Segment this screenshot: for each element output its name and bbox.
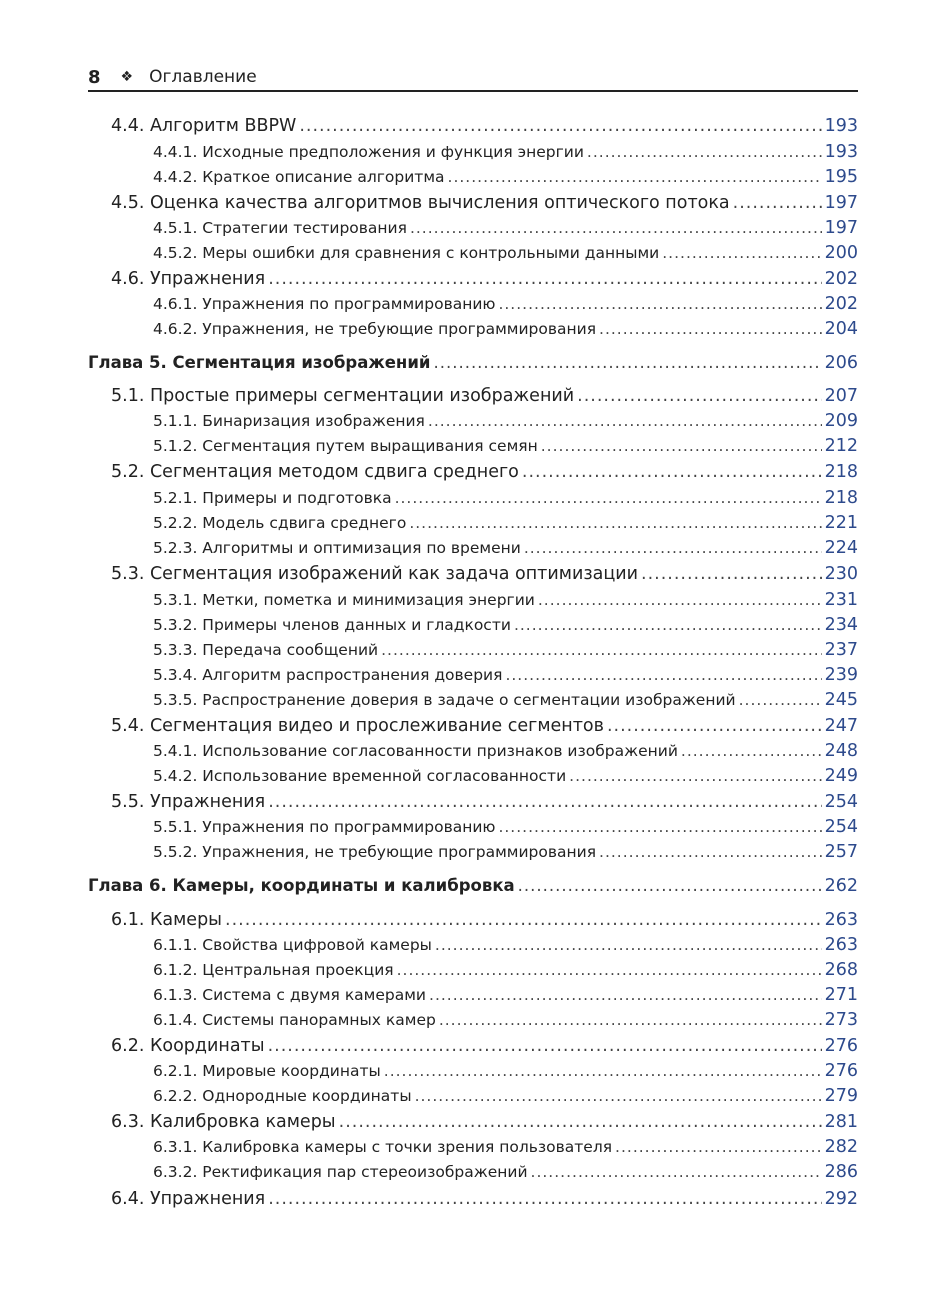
toc-entry-title: 6.1.4. Системы панорамных камер bbox=[153, 1011, 436, 1029]
toc-entry[interactable] bbox=[88, 462, 858, 482]
dot-leader bbox=[498, 818, 821, 836]
dot-leader bbox=[428, 412, 822, 430]
toc-entry-title: 4.6.2. Упражнения, не требующие программирования bbox=[153, 320, 597, 338]
dot-leader bbox=[505, 666, 821, 684]
toc-entry-title: 4.5.2. Меры ошибки для сравнения с контрольными данными bbox=[153, 244, 660, 262]
toc-entry-page: 224 bbox=[824, 538, 858, 558]
toc-entry[interactable] bbox=[88, 243, 858, 263]
toc-entry-page: 204 bbox=[824, 319, 858, 339]
toc-entry-page: 247 bbox=[824, 716, 858, 736]
toc-entry[interactable] bbox=[88, 193, 858, 213]
toc-entry-page: 276 bbox=[824, 1061, 858, 1081]
toc-entry-title: 6.3. Калибровка камеры bbox=[111, 1112, 336, 1132]
toc-entry-title: 6.1. Камеры bbox=[111, 910, 222, 930]
toc-entry-page: 245 bbox=[824, 690, 858, 710]
dot-leader bbox=[268, 269, 821, 289]
toc-entry[interactable] bbox=[88, 294, 858, 314]
toc-entry[interactable] bbox=[88, 1036, 858, 1056]
toc-entry-title: Глава 6. Камеры, координаты и калибровка bbox=[88, 876, 515, 895]
toc-entry[interactable] bbox=[88, 1010, 858, 1030]
toc-entry-title: 4.4.1. Исходные предположения и функция энергии bbox=[153, 143, 584, 161]
toc-entry-page: 202 bbox=[824, 269, 858, 289]
toc-entry[interactable] bbox=[88, 167, 858, 187]
toc-entry-page: 234 bbox=[824, 615, 858, 635]
dot-leader bbox=[415, 1087, 822, 1105]
toc-entry-page: 268 bbox=[824, 960, 858, 980]
toc-entry-page: 200 bbox=[824, 243, 858, 263]
dot-leader bbox=[615, 1138, 822, 1156]
toc-entry-page: 237 bbox=[824, 640, 858, 660]
dot-leader bbox=[429, 986, 822, 1004]
toc-entry-title: 5.3.5. Распространение доверия в задаче о сегментации изображений bbox=[153, 691, 736, 709]
toc-entry-title: 5.3.1. Метки, пометка и минимизация энергии bbox=[153, 591, 535, 609]
toc-entry[interactable] bbox=[88, 842, 858, 862]
toc-entry-page: 292 bbox=[824, 1189, 858, 1209]
toc-entry-title: 4.6.1. Упражнения по программированию bbox=[153, 295, 496, 313]
toc-entry[interactable] bbox=[88, 488, 858, 508]
toc-entry-page: 209 bbox=[824, 411, 858, 431]
toc-entry-page: 195 bbox=[824, 167, 858, 187]
toc-entry-page: 286 bbox=[824, 1162, 858, 1182]
toc-entry-title: 5.1.1. Бинаризация изображения bbox=[153, 412, 425, 430]
toc-entry-page: 230 bbox=[824, 564, 858, 584]
toc-entry-page: 197 bbox=[824, 193, 858, 213]
toc-entry-title: 5.3.2. Примеры членов данных и гладкости bbox=[153, 616, 511, 634]
toc-entry-title: 6.2. Координаты bbox=[111, 1036, 265, 1056]
toc-entry-title: 6.4. Упражнения bbox=[111, 1189, 266, 1209]
dot-leader bbox=[268, 1189, 821, 1209]
toc-entry[interactable] bbox=[88, 142, 858, 162]
toc-entry-page: 249 bbox=[824, 766, 858, 786]
toc-entry-page: 206 bbox=[824, 353, 858, 373]
toc-entry-page: 218 bbox=[824, 462, 858, 482]
toc-entry[interactable] bbox=[88, 269, 858, 289]
dot-leader bbox=[268, 1036, 822, 1056]
toc-entry-title: Глава 5. Сегментация изображений bbox=[88, 353, 431, 372]
toc-entry-title: 4.4.2. Краткое описание алгоритма bbox=[153, 168, 445, 186]
dot-leader bbox=[524, 539, 822, 557]
toc-entry[interactable] bbox=[88, 386, 858, 406]
toc-entry-page: 239 bbox=[824, 665, 858, 685]
toc-entry-page: 197 bbox=[824, 218, 858, 238]
toc-entry-page: 279 bbox=[824, 1086, 858, 1106]
toc-entry[interactable] bbox=[88, 1112, 858, 1132]
toc-entry-title: 6.1.2. Центральная проекция bbox=[153, 961, 394, 979]
toc-entry[interactable] bbox=[88, 1061, 858, 1081]
dot-leader bbox=[339, 1112, 822, 1132]
toc-entry[interactable] bbox=[88, 690, 858, 710]
toc-entry-title: 5.3.4. Алгоритм распространения доверия bbox=[153, 666, 503, 684]
toc-entry-title: 6.3.1. Калибровка камеры с точки зрения пользователя bbox=[153, 1138, 613, 1156]
toc-entry-title: 5.5.2. Упражнения, не требующие программирования bbox=[153, 843, 597, 861]
toc-chapter[interactable] bbox=[88, 876, 858, 896]
toc-entry-page: 193 bbox=[824, 142, 858, 162]
page-number: 8 bbox=[88, 66, 101, 88]
toc-entry-title: 5.1. Простые примеры сегментации изображений bbox=[111, 386, 575, 406]
dot-leader bbox=[439, 1011, 822, 1029]
dot-leader bbox=[599, 843, 822, 861]
dot-leader bbox=[498, 295, 821, 313]
dot-leader bbox=[435, 936, 822, 954]
dot-leader bbox=[541, 437, 822, 455]
toc-entry-title: 5.2.3. Алгоритмы и оптимизация по времени bbox=[153, 539, 521, 557]
toc-entry-title: 5.2.2. Модель сдвига среднего bbox=[153, 514, 407, 532]
toc-entry[interactable] bbox=[88, 319, 858, 339]
dot-leader bbox=[538, 591, 822, 609]
toc-entry-title: 5.2.1. Примеры и подготовка bbox=[153, 489, 392, 507]
toc-entry-page: 263 bbox=[824, 935, 858, 955]
toc-entry[interactable] bbox=[88, 513, 858, 533]
toc-entry[interactable] bbox=[88, 1137, 858, 1157]
toc-entry[interactable] bbox=[88, 910, 858, 930]
dot-leader bbox=[531, 1163, 822, 1181]
toc-entry[interactable] bbox=[88, 218, 858, 238]
toc-entry-title: 5.1.2. Сегментация путем выращивания семян bbox=[153, 437, 538, 455]
toc-entry[interactable] bbox=[88, 411, 858, 431]
toc-entry-page: 248 bbox=[824, 741, 858, 761]
toc-entry-title: 6.3.2. Ректификация пар стереоизображений bbox=[153, 1163, 528, 1181]
dot-leader bbox=[268, 792, 821, 812]
toc-entry[interactable] bbox=[88, 640, 858, 660]
dot-leader bbox=[739, 691, 822, 709]
dot-leader bbox=[681, 742, 822, 760]
toc-entry[interactable] bbox=[88, 1162, 858, 1182]
toc-entry-title: 6.2.1. Мировые координаты bbox=[153, 1062, 381, 1080]
toc-entry-page: 193 bbox=[824, 116, 858, 136]
toc-entry-page: 273 bbox=[824, 1010, 858, 1030]
toc-entry-page: 257 bbox=[824, 842, 858, 862]
dot-leader bbox=[577, 386, 821, 406]
toc-entry[interactable] bbox=[88, 436, 858, 456]
toc-entry-page: 221 bbox=[824, 513, 858, 533]
toc-entry-title: 5.2. Сегментация методом сдвига среднего bbox=[111, 462, 519, 482]
toc-entry-title: 5.3. Сегментация изображений как задача оптимизации bbox=[111, 564, 639, 584]
toc-entry-page: 282 bbox=[824, 1137, 858, 1157]
toc-entry-page: 212 bbox=[824, 436, 858, 456]
toc-entry-title: 4.6. Упражнения bbox=[111, 269, 266, 289]
dot-leader bbox=[569, 767, 821, 785]
toc-entry-title: 5.4.1. Использование согласованности признаков изображений bbox=[153, 742, 678, 760]
toc-entry-page: 281 bbox=[824, 1112, 858, 1132]
toc-entry-page: 218 bbox=[824, 488, 858, 508]
dot-leader bbox=[522, 462, 822, 482]
dot-leader bbox=[448, 168, 822, 186]
toc-entry-title: 5.4.2. Использование временной согласованности bbox=[153, 767, 567, 785]
dot-leader bbox=[381, 641, 821, 659]
dot-leader bbox=[599, 320, 822, 338]
toc-entry[interactable] bbox=[88, 538, 858, 558]
dot-leader bbox=[395, 489, 822, 507]
dot-leader bbox=[733, 193, 822, 213]
toc-entry-title: 6.1.3. Система с двумя камерами bbox=[153, 986, 427, 1004]
toc-entry-title: 6.2.2. Однородные координаты bbox=[153, 1087, 412, 1105]
toc-entry-page: 207 bbox=[824, 386, 858, 406]
dot-leader bbox=[607, 716, 822, 736]
toc-entry[interactable] bbox=[88, 564, 858, 584]
dot-leader bbox=[384, 1062, 822, 1080]
toc-entry[interactable] bbox=[88, 590, 858, 610]
toc-entry[interactable] bbox=[88, 985, 858, 1005]
toc-entry-page: 254 bbox=[824, 817, 858, 837]
toc-entry[interactable] bbox=[88, 792, 858, 812]
toc-entry[interactable] bbox=[88, 960, 858, 980]
toc-entry[interactable] bbox=[88, 741, 858, 761]
dot-leader bbox=[410, 219, 822, 237]
toc-entry[interactable] bbox=[88, 935, 858, 955]
toc-entry[interactable] bbox=[88, 817, 858, 837]
toc-entry-title: 4.5.1. Стратегии тестирования bbox=[153, 219, 407, 237]
dot-leader bbox=[225, 910, 822, 930]
toc-entry-page: 263 bbox=[824, 910, 858, 930]
running-header bbox=[88, 64, 858, 92]
dot-leader bbox=[641, 564, 822, 584]
toc-entry-page: 254 bbox=[824, 792, 858, 812]
toc-entry-title: 5.4. Сегментация видео и прослеживание сегментов bbox=[111, 716, 604, 736]
dot-leader bbox=[409, 514, 821, 532]
toc-entry-page: 231 bbox=[824, 590, 858, 610]
toc-entry[interactable] bbox=[88, 1189, 858, 1209]
toc-entry-page: 271 bbox=[824, 985, 858, 1005]
toc-chapter[interactable] bbox=[88, 353, 858, 373]
dot-leader bbox=[299, 116, 821, 136]
dot-leader bbox=[587, 143, 822, 161]
dot-leader bbox=[514, 616, 822, 634]
toc-entry-title: 4.5. Оценка качества алгоритмов вычисления оптического потока bbox=[111, 193, 730, 213]
toc-entry-page: 276 bbox=[824, 1036, 858, 1056]
toc-entry-page: 262 bbox=[824, 876, 858, 896]
toc-entry[interactable] bbox=[88, 665, 858, 685]
toc-entry[interactable] bbox=[88, 766, 858, 786]
toc-entry[interactable] bbox=[88, 615, 858, 635]
ornament-icon: ❖ bbox=[120, 69, 134, 85]
toc-entry-title: 5.5.1. Упражнения по программированию bbox=[153, 818, 496, 836]
dot-leader bbox=[433, 353, 821, 372]
dot-leader bbox=[662, 244, 821, 262]
toc-entry-title: 6.1.1. Свойства цифровой камеры bbox=[153, 936, 432, 954]
dot-leader bbox=[397, 961, 822, 979]
header-title: Оглавление bbox=[149, 67, 257, 87]
toc-entry[interactable] bbox=[88, 716, 858, 736]
toc-entry[interactable] bbox=[88, 1086, 858, 1106]
toc-entry-title: 5.3.3. Передача сообщений bbox=[153, 641, 379, 659]
dot-leader bbox=[518, 876, 822, 895]
toc-entry-page: 202 bbox=[824, 294, 858, 314]
toc-entry-title: 5.5. Упражнения bbox=[111, 792, 266, 812]
toc-entry[interactable] bbox=[88, 116, 858, 136]
toc-entry-title: 4.4. Алгоритм BBPW bbox=[111, 116, 297, 136]
